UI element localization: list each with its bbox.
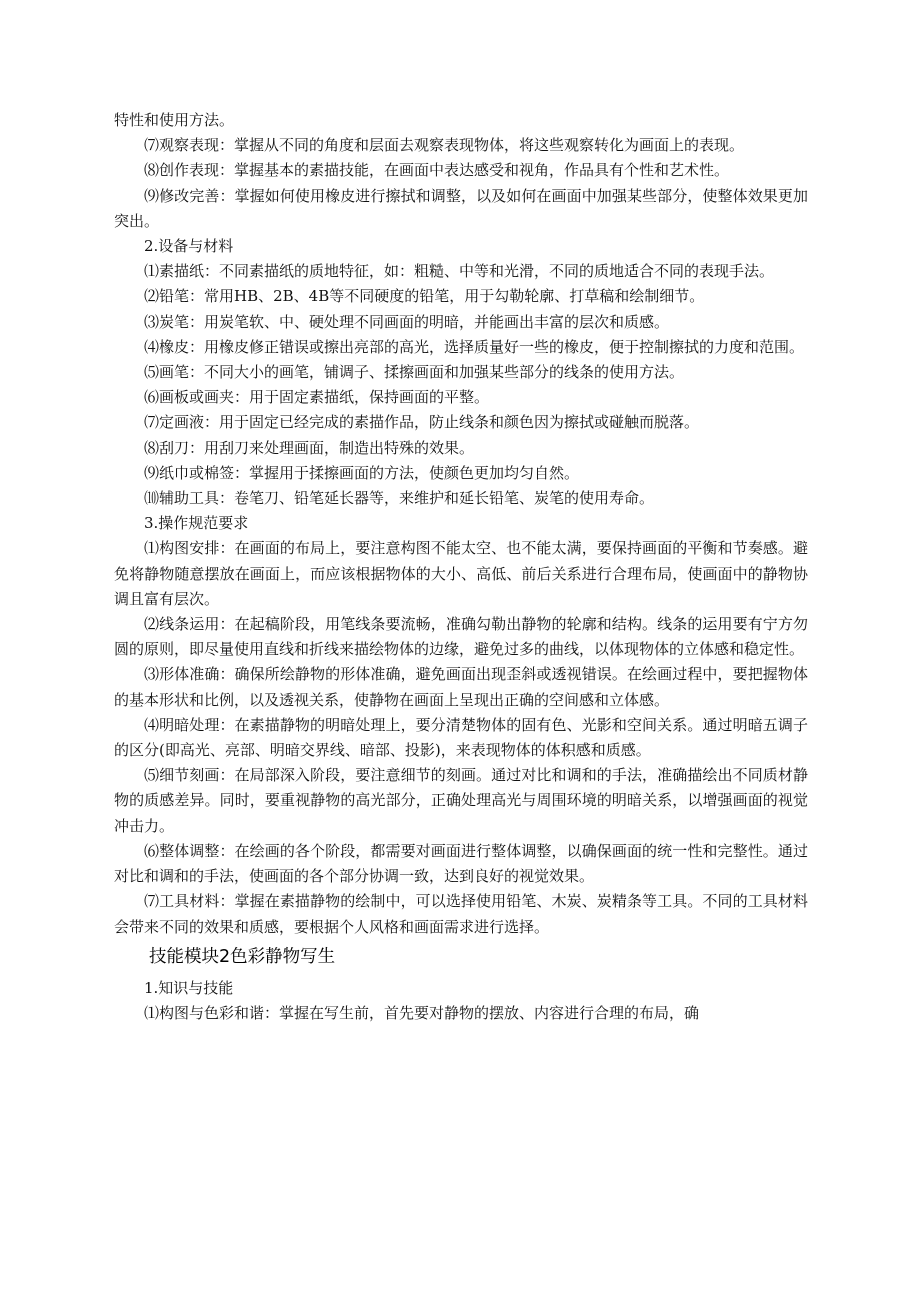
section-title-operation: 3.操作规范要求 (144, 514, 249, 533)
paragraph: 特性和使用方法。 (114, 111, 235, 129)
list-item: ⑺定画液：用于固定已经完成的素描作品，防止线条和颜色因为擦拭或碰触而脱落。 (144, 413, 700, 432)
module-heading: 技能模块2色彩静物写生 (149, 946, 336, 967)
list-item: ⑴素描纸：不同素描纸的质地特征，如：粗糙、中等和光滑，不同的质地适合不同的表现手法。 (144, 262, 775, 281)
list-item: ⑺工具材料：掌握在素描静物的绘制中，可以选择使用铅笔、木炭、炭精条等工具。不同的工具材料会带来不同的效果和质感，要根据个人风格和画面需求进行选择。 (114, 892, 808, 936)
paragraph: ⑺观察表现：掌握从不同的角度和层面去观察表现物体，将这些观察转化为画面上的表现。 (144, 136, 745, 155)
list-item: ⑵线条运用：在起稿阶段，用笔线条要流畅，准确勾勒出静物的轮廓和结构。线条的运用要有宁方勿圆的原则，即尽量使用直线和折线来描绘物体的边缘，避免过多的曲线，以体现物体的立体感和稳定性。 (114, 615, 808, 659)
list-item: ⑼纸巾或棉签：掌握用于揉擦画面的方法，使颜色更加均匀自然。 (144, 463, 580, 482)
list-item: ⑹画板或画夹：用于固定素描纸，保持画面的平整。 (144, 388, 490, 407)
list-item: ⑴构图与色彩和谐：掌握在写生前，首先要对静物的摆放、内容进行合理的布局，确 (144, 1003, 700, 1022)
list-item: ⑷橡皮：用橡皮修正错误或擦出亮部的高光，选择质量好一些的橡皮，便于控制擦拭的力度和范围。 (144, 337, 805, 356)
paragraph: ⑻创作表现：掌握基本的素描技能，在画面中表达感受和视角，作品具有个性和艺术性。 (144, 161, 730, 180)
list-item: ⑽辅助工具：卷笔刀、铅笔延长器等，来维护和延长铅笔、炭笔的使用寿命。 (144, 489, 655, 508)
section-title-knowledge: 1.知识与技能 (144, 978, 234, 997)
list-item: ⑷明暗处理：在素描静物的明暗处理上，要分清楚物体的固有色、光影和空间关系。通过明暗五调子的区分(即高光、亮部、明暗交界线、暗部、投影)，来表现物体的体积感和质感。 (114, 715, 808, 760)
section-title-equipment: 2.设备与材料 (144, 237, 234, 256)
list-item: ⑹整体调整：在绘画的各个阶段，都需要对画面进行整体调整，以确保画面的统一性和完整性。通过对比和调和的手法，使画面的各个部分协调一致，达到良好的视觉效果。 (114, 841, 808, 886)
list-item: ⑶形体准确：确保所绘静物的形体准确，避免画面出现歪斜或透视错误。在绘画过程中，要把握物体的基本形状和比例，以及透视关系，使静物在画面上呈现出正确的空间感和立体感。 (114, 665, 808, 709)
list-item: ⑻刮刀：用刮刀来处理画面，制造出特殊的效果。 (144, 438, 475, 457)
list-item: ⑴构图安排：在画面的布局上，要注意构图不能太空、也不能太满，要保持画面的平衡和节奏感。避免将静物随意摆放在画面上，而应该根据物体的大小、高低、前后关系进行合理布局，使画面中的静物协调且富有层次。 (114, 539, 808, 608)
list-item: ⑵铅笔：常用HB、2B、4B等不同硬度的铅笔，用于勾勒轮廓、打草稿和绘制细节。 (144, 287, 705, 306)
document-page (114, 108, 808, 1026)
list-item: ⑶炭笔：用炭笔软、中、硬处理不同画面的明暗，并能画出丰富的层次和质感。 (144, 312, 670, 331)
list-item: ⑸细节刻画：在局部深入阶段，要注意细节的刻画。通过对比和调和的手法，准确描绘出不同质材静物的质感差异。同时，要重视静物的高光部分，正确处理高光与周围环境的明暗关系，以增强画面的视觉冲击力。 (114, 766, 808, 835)
list-item: ⑸画笔：不同大小的画笔，铺调子、揉擦画面和加强某些部分的线条的使用方法。 (144, 363, 685, 382)
paragraph: ⑼修改完善：掌握如何使用橡皮进行擦拭和调整，以及如何在画面中加强某些部分，使整体效果更加突出。 (114, 186, 808, 230)
